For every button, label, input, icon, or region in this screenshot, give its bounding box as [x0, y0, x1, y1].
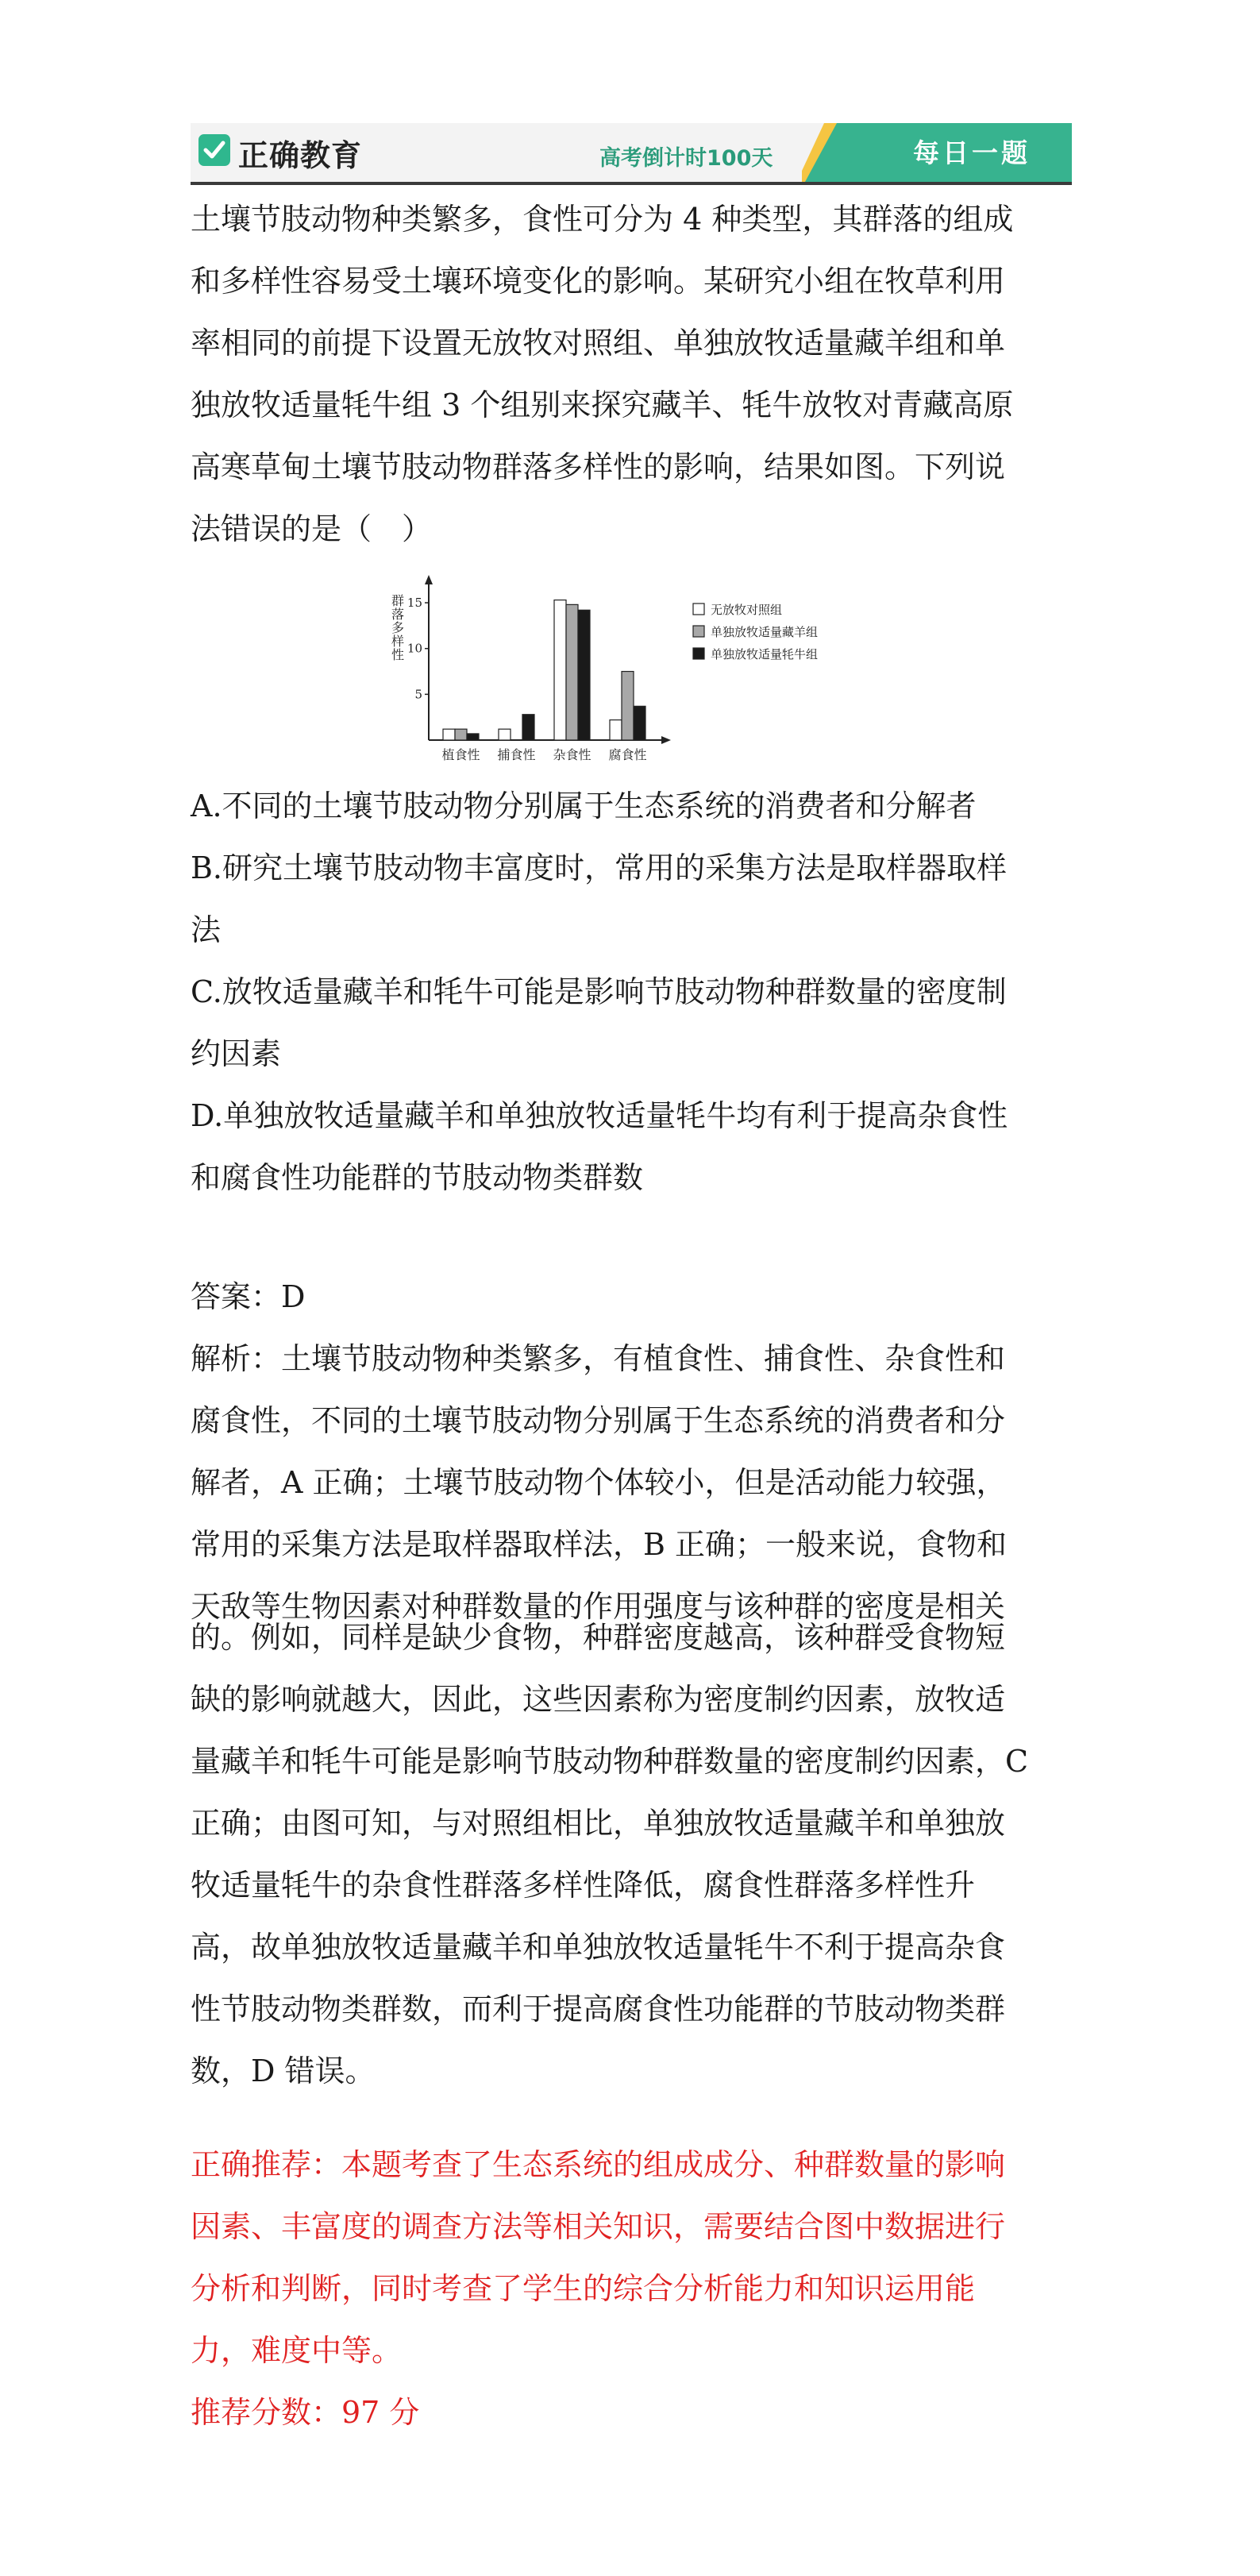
recommendation — [191, 2134, 1072, 2443]
options — [191, 775, 1072, 1209]
legend-label: 无放牧对照组 — [711, 603, 783, 617]
bar — [499, 729, 511, 740]
recommendation-line: 力，难度中等。 — [191, 2333, 403, 2368]
analysis — [191, 1328, 1072, 1637]
recommendation-score: 推荐分数：97 分 — [191, 2395, 420, 2430]
option-c-cont: 约因素 — [191, 1036, 282, 1071]
header-banner — [191, 123, 1072, 185]
x-tick-label: 腐食性 — [608, 747, 647, 762]
analysis-continued — [191, 1606, 1072, 2102]
analysis-line: 解析：土壤节肢动物种类繁多，有植食性、捕食性、杂食性和 — [191, 1341, 1006, 1376]
bar — [467, 734, 479, 740]
legend-label: 单独放牧适量藏羊组 — [711, 625, 819, 639]
y-tick-label: 5 — [414, 687, 422, 702]
bar — [634, 706, 645, 740]
check-logo-icon — [198, 134, 230, 166]
option-b-cont: 法 — [191, 912, 222, 947]
option-a: A.不同的土壤节肢动物分别属于生态系统的消费者和分解者 — [191, 789, 977, 823]
bar — [622, 672, 634, 740]
countdown-text: 高考倒计时100天 — [599, 146, 773, 171]
daily-question-tab — [802, 123, 1072, 182]
answer-text: 答案：D — [191, 1279, 306, 1314]
bar — [522, 715, 534, 740]
x-axis-arrow — [661, 736, 671, 744]
y-tick-label: 10 — [407, 641, 422, 656]
analysis-line: 数，D 错误。 — [191, 2053, 376, 2088]
x-tick-label: 杂食性 — [553, 747, 591, 762]
bar — [455, 729, 467, 740]
analysis-line: 性节肢动物类群数，而利于提高腐食性功能群的节肢动物类群 — [191, 1992, 1006, 2026]
bar — [443, 729, 455, 740]
analysis-line: 的。例如，同样是缺少食物，种群密度越高，该种群受食物短 — [191, 1620, 1006, 1655]
analysis-line: 常用的采集方法是取样器取样法，B 正确；一般来说，食物和 — [191, 1527, 1008, 1562]
y-tick-label: 15 — [407, 596, 422, 611]
bar — [578, 610, 590, 740]
bar — [566, 604, 578, 740]
question-line: 和多样性容易受土壤环境变化的影响。某研究小组在牧草利用 — [191, 264, 1006, 299]
bar — [610, 720, 622, 740]
brand-name: 正确教育 — [238, 138, 363, 173]
y-axis-arrow — [425, 575, 433, 584]
analysis-line: 牧适量牦牛的杂食性群落多样性降低，腐食性群落多样性升 — [191, 1868, 976, 1903]
analysis-line: 腐食性，不同的土壤节肢动物分别属于生态系统的消费者和分 — [191, 1403, 1006, 1438]
bar — [554, 600, 566, 740]
y-axis-label: 群落多样性 — [389, 594, 405, 661]
question-line: 高寒草甸土壤节肢动物群落多样性的影响，结果如图。下列说 — [191, 449, 1006, 484]
option-b: B.研究土壤节肢动物丰富度时，常用的采集方法是取样器取样 — [191, 850, 1008, 885]
recommendation-line: 分析和判断，同时考查了学生的综合分析能力和知识运用能 — [191, 2271, 976, 2306]
bar-chart — [387, 570, 880, 770]
analysis-line: 量藏羊和牦牛可能是影响节肢动物种群数量的密度制约因素，C — [191, 1744, 1029, 1779]
option-d: D.单独放牧适量藏羊和单独放牧适量牦牛均有利于提高杂食性 — [191, 1098, 1008, 1133]
question-line: 率相同的前提下设置无放牧对照组、单独放牧适量藏羊组和单 — [191, 326, 1006, 361]
recommendation-line: 因素、丰富度的调查方法等相关知识，需要结合图中数据进行 — [191, 2209, 1006, 2244]
x-tick-label: 捕食性 — [497, 747, 536, 762]
answer — [191, 1266, 1072, 1328]
analysis-line: 天敌等生物因素对种群数量的作用强度与该种群的密度是相关 — [191, 1589, 1006, 1624]
x-tick-label: 植食性 — [441, 747, 480, 762]
question-text — [191, 188, 1072, 560]
option-c: C.放牧适量藏羊和牦牛可能是影响节肢动物种群数量的密度制 — [191, 974, 1007, 1009]
question-line: 独放牧适量牦牛组 3 个组别来探究藏羊、牦牛放牧对青藏高原 — [191, 388, 1014, 422]
daily-question-label: 每日一题 — [913, 137, 1031, 168]
question-line: 土壤节肢动物种类繁多，食性可分为 4 种类型，其群落的组成 — [191, 202, 1014, 237]
legend-label: 单独放牧适量牦牛组 — [711, 647, 819, 661]
legend-swatch — [693, 648, 704, 659]
question-line: 法错误的是（ ） — [191, 511, 433, 546]
legend-swatch — [693, 604, 704, 615]
analysis-line: 解者，A 正确；土壤节肢动物个体较小，但是活动能力较强， — [191, 1465, 1007, 1500]
analysis-line: 正确；由图可知，与对照组相比，单独放牧适量藏羊和单独放 — [191, 1806, 1006, 1841]
recommendation-line: 正确推荐：本题考查了生态系统的组成成分、种群数量的影响 — [191, 2147, 1006, 2182]
analysis-line: 缺的影响就越大，因此，这些因素称为密度制约因素，放牧适 — [191, 1682, 1006, 1717]
option-d-cont: 和腐食性功能群的节肢动物类群数 — [191, 1160, 644, 1195]
legend-swatch — [693, 626, 704, 637]
analysis-line: 高，故单独放牧适量藏羊和单独放牧适量牦牛不利于提高杂食 — [191, 1930, 1006, 1965]
